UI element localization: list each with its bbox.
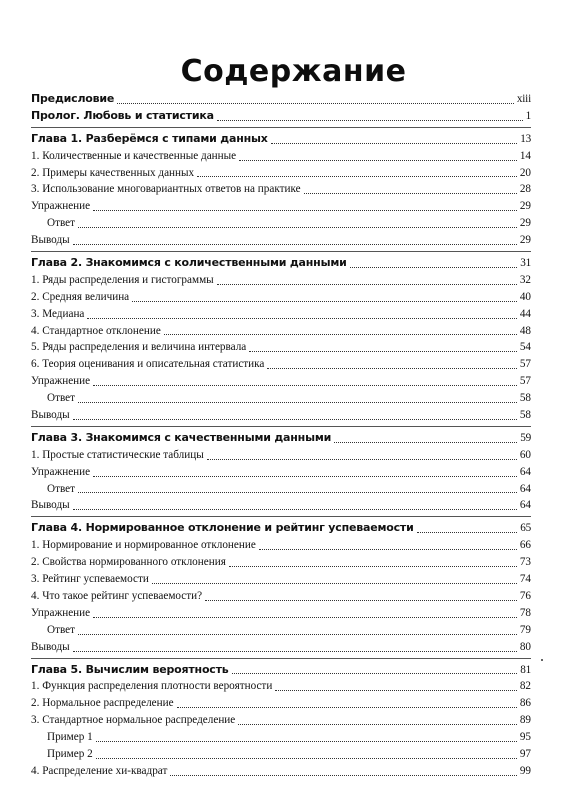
toc-entry-label: 1. Функция распределения плотности вероятности: [31, 680, 273, 693]
toc-entry[interactable]: [31, 554, 531, 571]
dot-leader: [217, 284, 517, 285]
toc-entry-label: Пример 1: [47, 731, 93, 744]
toc-entry[interactable]: [31, 447, 531, 464]
toc-entry-label: 3. Использование многовариантных ответов на практике: [31, 183, 301, 196]
toc-entry-label: 1. Ряды распределения и гистограммы: [31, 273, 214, 286]
toc-entry-page: 29: [519, 217, 531, 230]
dot-leader: [238, 724, 517, 725]
toc-entry-label: Упражнение: [31, 606, 91, 619]
toc-entry-page: 20: [519, 166, 531, 179]
toc-entry-label: Упражнение: [31, 375, 91, 388]
toc-entry-page: 95: [519, 731, 531, 744]
toc-entry-label: 3. Рейтинг успеваемости: [31, 573, 149, 586]
toc-entry[interactable]: [31, 537, 531, 554]
toc-chapter-entry[interactable]: [31, 131, 531, 148]
toc-entry-page: 57: [519, 375, 531, 388]
dot-leader: [96, 741, 517, 742]
toc-entry[interactable]: [31, 232, 531, 249]
toc-entry[interactable]: [31, 464, 531, 481]
toc-entry-page: 32: [519, 273, 531, 286]
dot-leader: [205, 600, 517, 601]
toc-entry-label: 2. Средняя величина: [31, 290, 130, 303]
toc-entry-label: 1. Простые статистические таблицы: [31, 448, 204, 461]
dot-leader: [93, 476, 517, 477]
dot-leader: [259, 549, 517, 550]
dot-leader: [217, 120, 523, 121]
dot-leader: [275, 690, 517, 691]
toc-entry-page: 76: [519, 589, 531, 602]
toc-entry[interactable]: [31, 729, 531, 746]
toc-entry-page: 13: [520, 132, 531, 145]
dot-leader: [78, 227, 517, 228]
dot-leader: [132, 301, 517, 302]
toc-entry[interactable]: [31, 356, 531, 373]
dot-leader: [207, 459, 517, 460]
toc-entry-page: 58: [519, 409, 531, 422]
toc-entry-label: Глава 2. Знакомимся с количественными данными: [31, 256, 347, 270]
toc-chapter-entry[interactable]: [31, 91, 531, 108]
toc-chapter-entry[interactable]: [31, 255, 531, 272]
table-of-contents: [31, 91, 531, 780]
toc-entry[interactable]: [31, 622, 531, 639]
toc-chapter-entry[interactable]: [31, 520, 531, 537]
dot-leader: [93, 385, 517, 386]
toc-entry-page: 59: [520, 431, 531, 444]
toc-entry-page: 28: [519, 183, 531, 196]
toc-entry-page: 29: [519, 234, 531, 247]
dot-leader: [78, 402, 517, 403]
dot-leader: [73, 244, 517, 245]
section-divider: [31, 426, 531, 427]
toc-entry-label: Глава 5. Вычислим вероятность: [31, 662, 229, 676]
toc-entry-page: 57: [519, 358, 531, 371]
dot-leader: [78, 634, 517, 635]
dot-leader: [73, 651, 517, 652]
toc-chapter-entry[interactable]: [31, 430, 531, 447]
section-divider: [31, 516, 531, 517]
toc-entry-label: Глава 3. Знакомимся с качественными данными: [31, 430, 332, 444]
dot-leader: [271, 143, 518, 144]
toc-entry-page: 73: [519, 556, 531, 569]
dot-leader: [164, 334, 517, 335]
toc-entry[interactable]: [31, 763, 531, 780]
toc-entry-page: 31: [520, 257, 531, 270]
toc-entry[interactable]: [31, 571, 531, 588]
dot-leader: [197, 176, 517, 177]
dot-leader: [87, 318, 516, 319]
toc-entry-page: 64: [519, 465, 531, 478]
dot-leader: [73, 419, 517, 420]
toc-entry-label: Предисловие: [31, 92, 115, 105]
toc-entry-label: Упражнение: [31, 465, 91, 478]
toc-entry-page: 97: [519, 747, 531, 760]
toc-entry[interactable]: [31, 289, 531, 306]
dot-leader: [170, 775, 516, 776]
section-divider: [31, 251, 531, 252]
toc-entry-label: Ответ: [47, 392, 76, 405]
toc-entry-label: 2. Свойства нормированного отклонения: [31, 556, 226, 569]
toc-entry-label: 1. Нормирование и нормированное отклонение: [31, 539, 256, 552]
toc-entry[interactable]: [31, 390, 531, 407]
section-divider: [31, 658, 531, 659]
toc-entry-page: 44: [519, 307, 531, 320]
dot-leader: [304, 193, 517, 194]
toc-entry-page: 74: [519, 573, 531, 586]
toc-entry-label: Пример 2: [47, 747, 93, 760]
dot-leader: [229, 566, 517, 567]
dot-leader: [78, 492, 517, 493]
toc-entry-page: 64: [519, 499, 531, 512]
dot-leader: [152, 583, 517, 584]
scan-speck: [541, 659, 543, 661]
toc-entry[interactable]: [31, 181, 531, 198]
dot-leader: [267, 368, 516, 369]
toc-entry-label: 2. Примеры качественных данных: [31, 166, 195, 179]
toc-entry-label: 5. Ряды распределения и величина интервала: [31, 341, 247, 354]
dot-leader: [117, 103, 514, 104]
toc-entry-label: 3. Стандартное нормальное распределение: [31, 714, 236, 727]
toc-entry-label: Пролог. Любовь и статистика: [31, 108, 214, 122]
toc-entry[interactable]: [31, 695, 531, 712]
toc-entry[interactable]: [31, 712, 531, 729]
toc-entry-page: 81: [520, 663, 531, 676]
toc-entry-page: 29: [519, 200, 531, 213]
toc-entry-page: 79: [519, 623, 531, 636]
toc-entry-label: 4. Что такое рейтинг успеваемости?: [31, 589, 203, 602]
toc-entry[interactable]: [31, 323, 531, 340]
toc-entry-page: 86: [519, 697, 531, 710]
toc-entry-label: 4. Распределение хи-квадрат: [31, 764, 168, 777]
dot-leader: [177, 707, 517, 708]
toc-entry[interactable]: [31, 339, 531, 356]
toc-entry-label: 4. Стандартное отклонение: [31, 324, 161, 337]
dot-leader: [96, 758, 517, 759]
toc-entry-page: 78: [519, 606, 531, 619]
toc-entry-page: 58: [519, 392, 531, 405]
toc-entry-label: Выводы: [31, 409, 70, 422]
section-divider: [31, 127, 531, 128]
toc-entry[interactable]: [31, 746, 531, 763]
toc-entry-page: 14: [519, 149, 531, 162]
toc-entry-label: 3. Медиана: [31, 307, 85, 320]
toc-chapter-entry[interactable]: [31, 662, 531, 679]
toc-entry-label: Выводы: [31, 640, 70, 653]
dot-leader: [417, 532, 518, 533]
toc-entry-page: 82: [519, 680, 531, 693]
toc-chapter-entry[interactable]: [31, 108, 531, 125]
toc-entry[interactable]: [31, 497, 531, 514]
dot-leader: [334, 442, 517, 443]
dot-leader: [249, 351, 517, 352]
toc-entry-label: Ответ: [47, 482, 76, 495]
toc-entry-label: Выводы: [31, 234, 70, 247]
toc-entry-page: 66: [519, 539, 531, 552]
toc-entry-page: 60: [519, 448, 531, 461]
toc-entry-label: 6. Теория оценивания и описательная статистика: [31, 358, 265, 371]
toc-entry-page: 40: [519, 290, 531, 303]
toc-entry[interactable]: [31, 215, 531, 232]
toc-entry-page: 1: [525, 109, 531, 122]
toc-entry-label: Упражнение: [31, 200, 91, 213]
toc-entry-page: 64: [519, 482, 531, 495]
toc-entry-label: 1. Количественные и качественные данные: [31, 149, 237, 162]
toc-entry-page: 54: [519, 341, 531, 354]
dot-leader: [73, 509, 517, 510]
toc-entry[interactable]: [31, 407, 531, 424]
toc-entry-page: 65: [520, 522, 531, 535]
toc-entry-page: 99: [519, 764, 531, 777]
dot-leader: [239, 160, 517, 161]
toc-entry-page: xiii: [516, 93, 531, 105]
toc-entry-label: Ответ: [47, 217, 76, 230]
toc-entry[interactable]: [31, 481, 531, 498]
toc-entry-page: 48: [519, 324, 531, 337]
toc-entry[interactable]: [31, 272, 531, 289]
page-title: Содержание: [180, 54, 407, 89]
toc-entry[interactable]: [31, 678, 531, 695]
toc-entry[interactable]: [31, 588, 531, 605]
toc-entry-label: 2. Нормальное распределение: [31, 697, 174, 710]
toc-entry-page: 80: [519, 640, 531, 653]
toc-entry[interactable]: [31, 639, 531, 656]
toc-entry[interactable]: [31, 306, 531, 323]
toc-entry-label: Выводы: [31, 499, 70, 512]
toc-entry-label: Глава 1. Разберёмся с типами данных: [31, 131, 268, 145]
dot-leader: [232, 673, 518, 674]
toc-entry[interactable]: [31, 198, 531, 215]
dot-leader: [350, 267, 518, 268]
dot-leader: [93, 210, 517, 211]
toc-entry[interactable]: [31, 605, 531, 622]
dot-leader: [93, 617, 517, 618]
toc-entry[interactable]: [31, 373, 531, 390]
toc-entry-label: Глава 4. Нормированное отклонение и рейтинг успеваемости: [31, 521, 414, 535]
toc-entry-page: 89: [519, 714, 531, 727]
toc-entry[interactable]: [31, 165, 531, 182]
toc-entry-label: Ответ: [47, 623, 76, 636]
toc-entry[interactable]: [31, 148, 531, 165]
